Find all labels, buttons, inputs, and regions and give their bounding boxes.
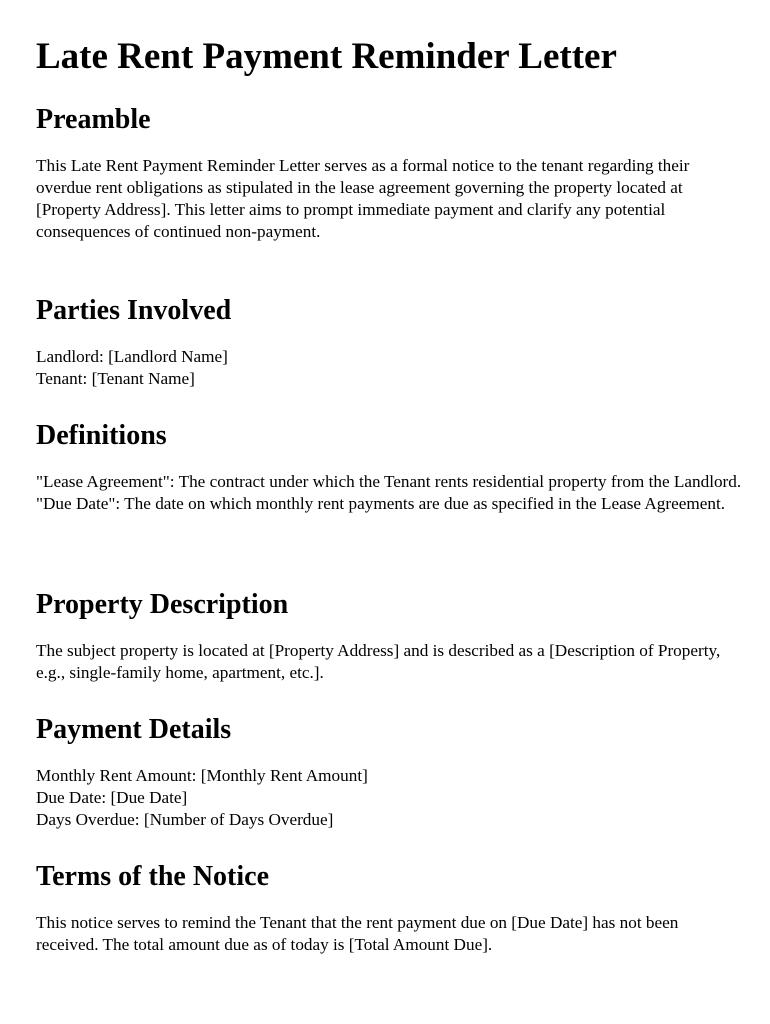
property-text: The subject property is located at [Property Address] and is described as a [Description of Property, e.g., single-family home, apartment, etc.]. (36, 641, 721, 682)
parties-list (36, 346, 742, 390)
section-parties (36, 294, 742, 390)
tenant-line: Tenant: [Tenant Name] (36, 369, 195, 388)
landlord-line: Landlord: [Landlord Name] (36, 347, 228, 366)
definitions-list (36, 471, 742, 515)
definition-lease-agreement: "Lease Agreement": The contract under which the Tenant rents residential property from the Landlord. (36, 472, 742, 491)
due-date-line: Due Date: [Due Date] (36, 788, 188, 807)
section-payment (36, 713, 742, 831)
section-heading-definitions: Definitions (36, 420, 167, 451)
section-property (36, 588, 742, 684)
section-definitions (36, 419, 742, 515)
section-heading-terms: Terms of the Notice (36, 861, 270, 892)
days-overdue-line: Days Overdue: [Number of Days Overdue] (36, 810, 334, 829)
preamble-text: This Late Rent Payment Reminder Letter serves as a formal notice to the tenant regarding their overdue rent obligations as stipulated in the lease agreement governing the property located at [Property Address]. This letter aims to prompt immediate payment and clarify any potential consequences of continued non-payment. (36, 156, 690, 241)
section-heading-property: Property Description (36, 589, 289, 620)
section-preamble (36, 103, 742, 243)
section-heading-payment: Payment Details (36, 714, 232, 745)
document-title: Late Rent Payment Reminder Letter (36, 36, 617, 77)
terms-text: This notice serves to remind the Tenant that the rent payment due on [Due Date] has not been received. The total amount due as of today is [Total Amount Due]. (36, 913, 679, 954)
section-heading-parties: Parties Involved (36, 295, 232, 326)
definition-due-date: "Due Date": The date on which monthly rent payments are due as specified in the Lease Agreement. (36, 494, 726, 513)
section-terms (36, 860, 742, 956)
monthly-rent-line: Monthly Rent Amount: [Monthly Rent Amount] (36, 766, 368, 785)
section-heading-preamble: Preamble (36, 104, 151, 135)
payment-details-list (36, 765, 742, 831)
